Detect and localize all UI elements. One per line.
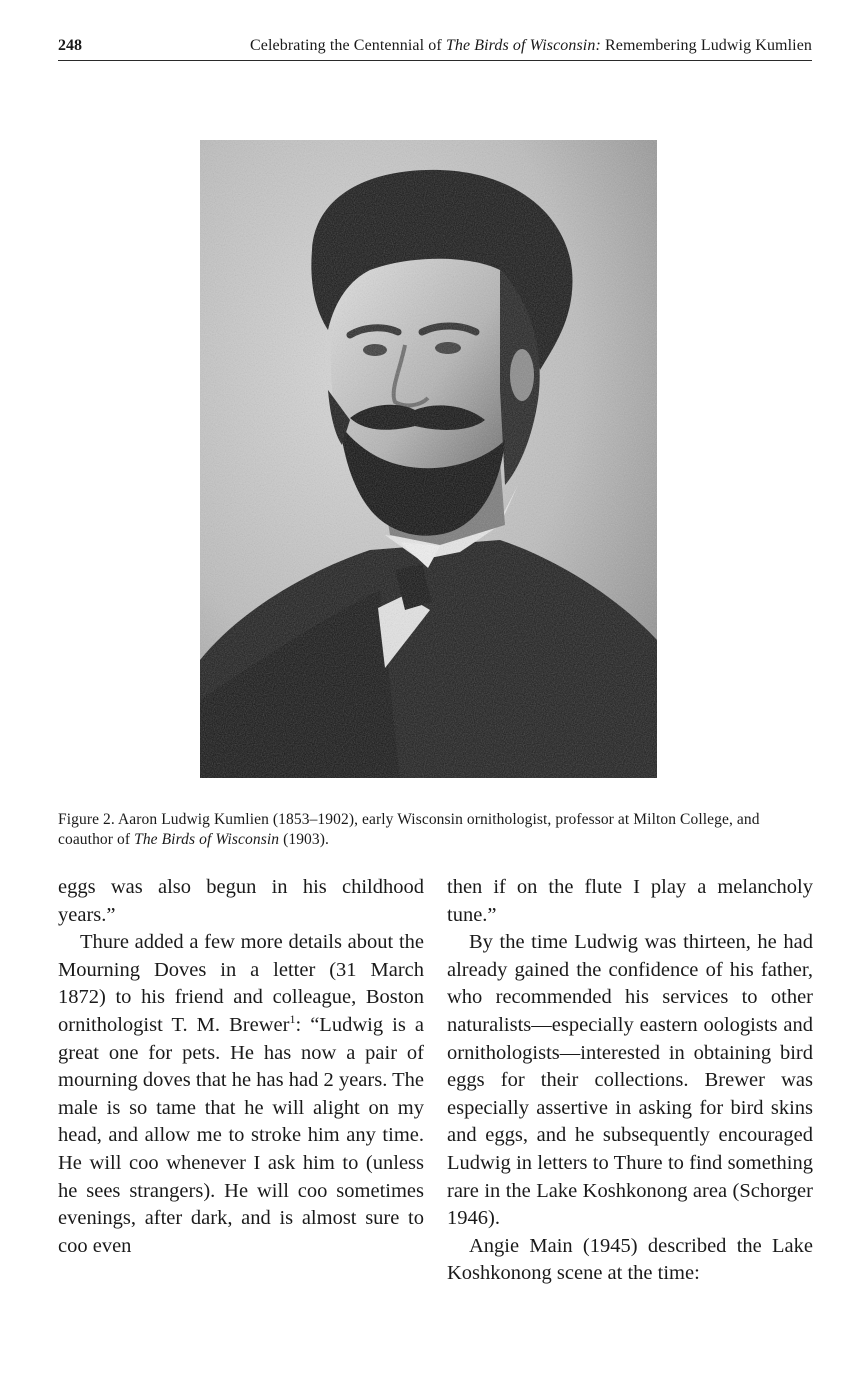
paragraph: eggs was also begun in his childhood years.”	[58, 876, 424, 926]
left-column	[58, 874, 424, 1260]
running-title-book: The Birds of Wisconsin:	[445, 37, 601, 54]
caption-date: (1903).	[279, 831, 329, 848]
running-title-prefix: Celebrating the Centennial of	[250, 37, 446, 54]
caption-book-title: The Birds of Wisconsin	[134, 831, 280, 848]
figure-caption	[58, 810, 810, 850]
right-column	[447, 874, 813, 1288]
paragraph-text: Thure added a few more details about the Mourning Doves in a letter (31 March 1872) to his friend and colleague, Boston ornithologist T. M. Brewer	[58, 931, 424, 1036]
portrait-illustration	[200, 140, 657, 778]
paragraph: Angie Main (1945) described the Lake Koshkonong scene at the time:	[447, 1234, 813, 1285]
paragraph: then if on the flute I play a melancholy tune.”	[447, 876, 813, 926]
paragraph	[58, 929, 424, 1260]
paragraph: By the time Ludwig was thirteen, he had already gained the confidence of his father, who recommended his services to other naturalists—especially eastern oologists and ornithologists—interested in obtaining bird eggs for their collections. Brewer was especially assertive in asking for bird skins and eggs, and he subsequently encouraged Ludwig in letters to Thure to find something rare in the Lake Koshkonong area (Schorger 1946).	[447, 931, 813, 1230]
page-number: 248	[58, 37, 82, 54]
running-title	[250, 36, 812, 56]
portrait-photo	[200, 140, 657, 778]
running-title-suffix: Remembering Ludwig Kumlien	[600, 37, 812, 54]
caption-text: Figure 2. Aaron Ludwig Kumlien (1853–1902), early Wisconsin ornithologist, professor at Milton College, and coauthor of	[58, 811, 760, 848]
running-head	[58, 36, 812, 61]
paragraph-text: : “Ludwig is a great one for pets. He has now a pair of mourning doves that he has had 2 years. The male is so tame that he will alight on my head, and allow me to stroke him any time. He will coo whenever I ask him to (unless he sees strangers). He will coo sometimes evenings, after dark, and is almost sure to coo even	[58, 1013, 424, 1257]
footnote-marker: 1	[289, 1012, 296, 1027]
